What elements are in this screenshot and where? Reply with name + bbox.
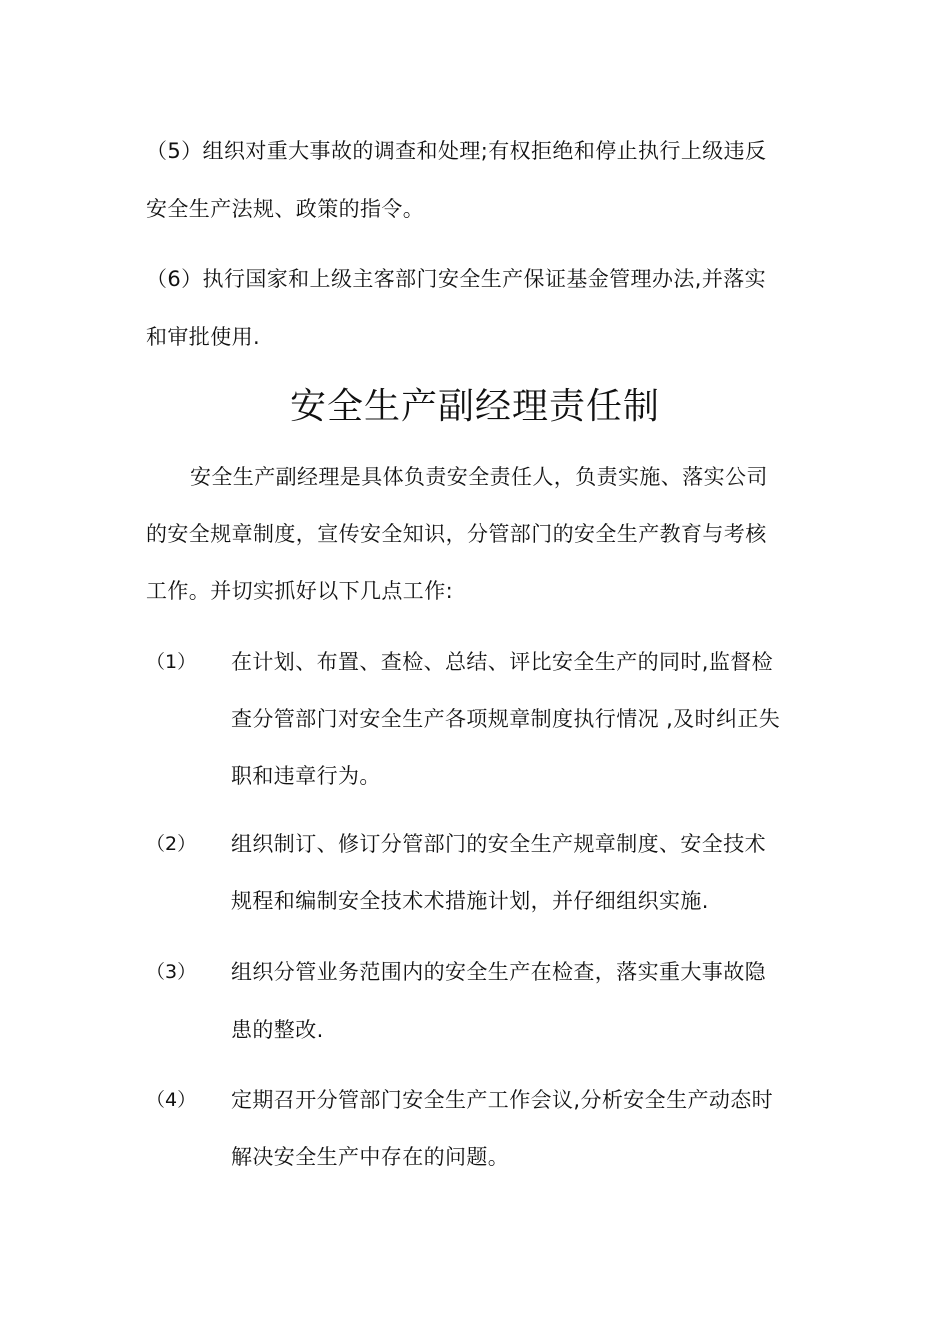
list-item-line: 组织分管业务范围内的安全生产在检查，落实重大事故隐 [231,960,766,984]
list-item-line: 职和违章行为。 [231,764,381,788]
list-item-number: （1） [146,651,197,673]
list-item-line: 查分管部门对安全生产各项规章制度执行情况 ,及时纠正失 [231,707,781,731]
list-item-line: 组织制订、修订分管部门的安全生产规章制度、安全技术 [231,832,766,856]
list-item-number: （2） [146,833,197,855]
list-item-line: 规程和编制安全技术术措施计划，并仔细组织实施. [231,889,709,913]
item6-line1: （6）执行国家和上级主客部门安全生产保证基金管理办法,并落实 [146,267,767,291]
intro-line2: 的安全规章制度，宣传安全知识，分管部门的安全生产教育与考核 [146,522,767,546]
list-item-number: （4） [146,1089,197,1111]
section-title: 安全生产副经理责任制 [289,386,660,427]
list-item-line: 患的整改. [231,1018,324,1042]
list-item-line: 解决安全生产中存在的问题。 [231,1145,510,1169]
item5-line2: 安全生产法规、政策的指令。 [146,197,425,221]
item5-line1: （5）组织对重大事故的调查和处理;有权拒绝和停止执行上级违反 [146,139,767,163]
item6-line2: 和审批使用. [146,325,261,349]
intro-line3: 工作。并切实抓好以下几点工作: [146,579,454,603]
intro-line1: 安全生产副经理是具体负责安全责任人，负责实施、落实公司 [190,465,768,489]
list-item-number: （3） [146,961,197,983]
list-item-line: 在计划、布置、查检、总结、评比安全生产的同时,监督检 [231,650,774,674]
list-item-line: 定期召开分管部门安全生产工作会议,分析安全生产动态时 [231,1088,774,1112]
